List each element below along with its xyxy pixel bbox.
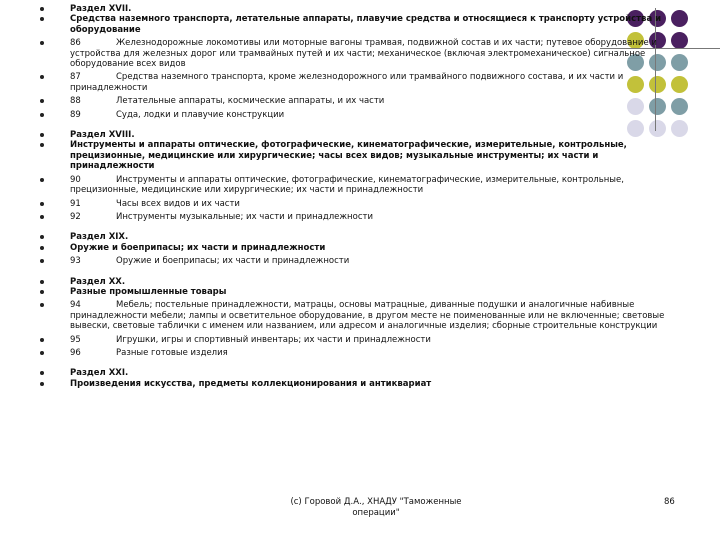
bullet-icon <box>40 280 44 284</box>
heading-item <box>40 110 680 120</box>
heading-code: 92 <box>70 211 81 222</box>
heading-code: 87 <box>70 72 81 83</box>
section-title <box>40 4 680 14</box>
section-block <box>40 130 680 222</box>
heading-item <box>40 72 680 93</box>
bullet-icon <box>40 41 44 45</box>
section-block <box>40 4 680 120</box>
bullet-icon <box>40 143 44 147</box>
heading-code: 90 <box>70 174 81 185</box>
section-list <box>40 4 680 399</box>
bullet-icon <box>40 351 44 355</box>
bullet-icon <box>40 17 44 21</box>
heading-item <box>40 256 680 266</box>
heading-code: 94 <box>70 300 81 311</box>
heading-item <box>40 199 680 209</box>
bullet-icon <box>40 259 44 263</box>
bullet-icon <box>40 99 44 103</box>
heading-code: 93 <box>70 256 81 267</box>
heading-item <box>40 38 680 69</box>
bullet-icon <box>40 133 44 137</box>
heading-item <box>40 348 680 358</box>
bullet-icon <box>40 215 44 219</box>
section-title <box>40 130 680 140</box>
heading-code: 95 <box>70 334 81 345</box>
heading-code: 86 <box>70 38 81 49</box>
item-text: Разные промышленные товары <box>70 286 227 297</box>
bullet-icon <box>40 202 44 206</box>
section-title <box>40 232 680 242</box>
item-text: Средства наземного транспорта, летательные аппараты, плавучие средства и относящиеся к транспорту устройства и оборудование <box>70 14 662 35</box>
heading-code: 96 <box>70 347 81 358</box>
item-text: Раздел XX. <box>70 276 126 287</box>
item-text: Инструменты и аппараты оптические, фотографические, кинематографические, измерительные, контрольные, прецизионные, медицинские или хирургические; часы всех видов; музыкальные инструменты; их части и принадлежности <box>70 140 627 172</box>
item-text: Оружие и боеприпасы; их части и принадлежности <box>116 256 350 267</box>
section-title <box>40 277 680 287</box>
bullet-icon <box>40 382 44 386</box>
bullet-icon <box>40 235 44 239</box>
footer-credit: (c) Горовой Д.А., ХНАДУ "Таможенные операции" <box>290 497 462 518</box>
item-text: Раздел XIX. <box>70 232 129 243</box>
bullet-icon <box>40 178 44 182</box>
section-block <box>40 277 680 359</box>
item-text: Средства наземного транспорта, кроме железнодорожного или трамвайного подвижного состава, и их части и принадлежности <box>70 72 624 93</box>
bullet-icon <box>40 75 44 79</box>
item-text: Мебель; постельные принадлежности, матрацы, основы матрацные, диванные подушки и аналогичные набивные принадлежности мебели; лампы и осветительное оборудование, в другом месте не поименованные или не включенные; световые вывески, световые таблички с именем или названием, или адресом и аналогичные изделия; сборные строительные конструкции <box>70 300 665 332</box>
bullet-icon <box>40 371 44 375</box>
bullet-icon <box>40 7 44 11</box>
page-number: 86 <box>664 497 675 507</box>
bullet-icon <box>40 303 44 307</box>
heading-item <box>40 175 680 196</box>
item-text: Раздел XXI. <box>70 368 129 379</box>
bullet-icon <box>40 113 44 117</box>
item-text: Инструменты музыкальные; их части и принадлежности <box>116 211 373 222</box>
item-text: Железнодорожные локомотивы или моторные вагоны трамвая, подвижной состав и их части; путевое оборудование и устройства для железных дорог или трамвайных путей и их части; механическое (включая электромеханическое) сигнальное оборудование всех видов <box>70 38 657 70</box>
section-subtitle <box>40 287 680 297</box>
heading-code: 89 <box>70 109 81 120</box>
heading-item <box>40 212 680 222</box>
section-subtitle <box>40 140 680 171</box>
heading-item <box>40 335 680 345</box>
item-text: Раздел XVIII. <box>70 130 135 141</box>
section-subtitle <box>40 379 680 389</box>
heading-item <box>40 300 680 331</box>
section-block <box>40 368 680 389</box>
bullet-icon <box>40 246 44 250</box>
item-text: Летательные аппараты, космические аппараты, и их части <box>116 96 385 107</box>
heading-item <box>40 96 680 106</box>
item-text: Раздел XVII. <box>70 4 132 14</box>
item-text: Игрушки, игры и спортивный инвентарь; их части и принадлежности <box>116 334 431 345</box>
section-block <box>40 232 680 266</box>
bullet-icon <box>40 290 44 294</box>
heading-code: 91 <box>70 198 81 209</box>
section-subtitle <box>40 14 680 35</box>
section-title <box>40 368 680 378</box>
item-text: Суда, лодки и плавучие конструкции <box>116 109 285 120</box>
item-text: Оружие и боеприпасы; их части и принадлежности <box>70 242 326 253</box>
item-text: Инструменты и аппараты оптические, фотографические, кинематографические, измерительные, контрольные, прецизионные, медицинские или хирургические; их части и принадлежности <box>70 174 624 196</box>
item-text: Разные готовые изделия <box>116 347 228 358</box>
bullet-icon <box>40 338 44 342</box>
item-text: Произведения искусства, предметы коллекционирования и антиквариат <box>70 378 432 389</box>
section-subtitle <box>40 243 680 253</box>
heading-code: 88 <box>70 96 81 107</box>
item-text: Часы всех видов и их части <box>116 198 240 209</box>
